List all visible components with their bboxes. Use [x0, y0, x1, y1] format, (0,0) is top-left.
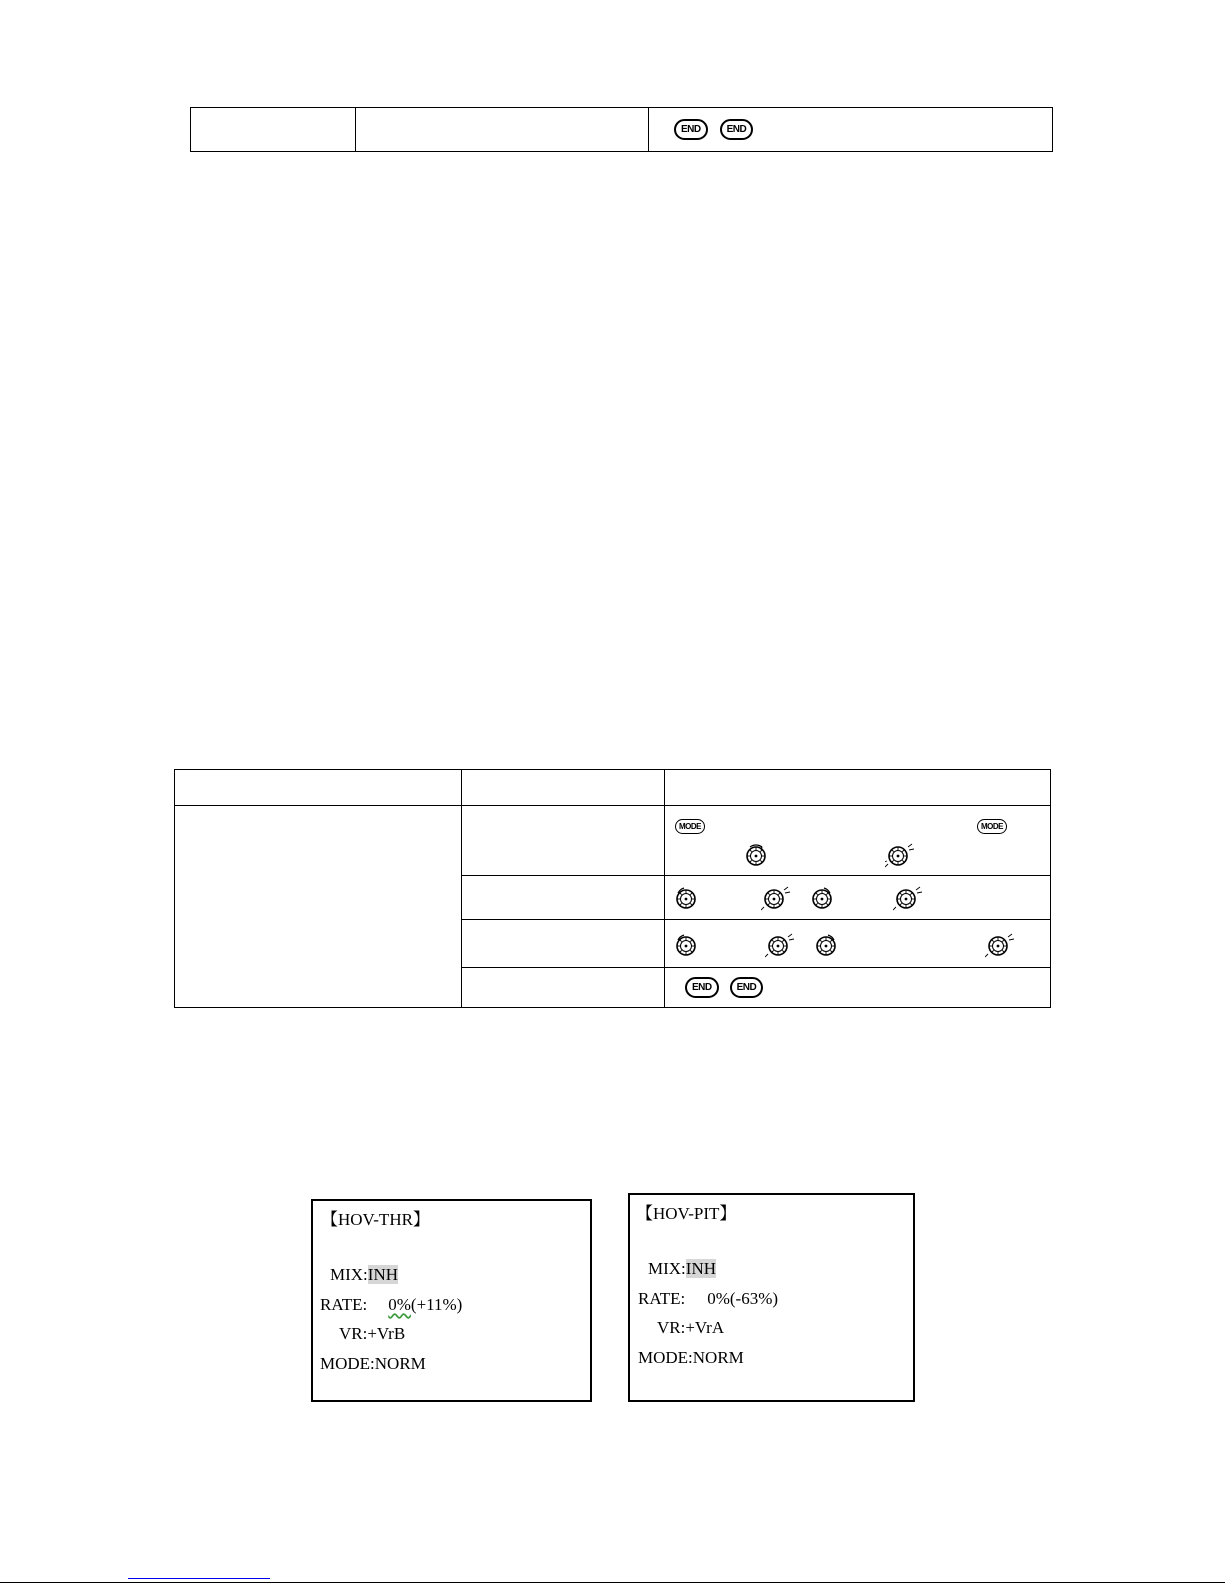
dial-press-icon	[893, 884, 925, 912]
rate-label: RATE:	[320, 1295, 368, 1314]
table-header-cell	[175, 770, 462, 806]
rate-value: 0%	[388, 1295, 411, 1314]
table-cell	[462, 876, 665, 920]
screen-title: 【HOV-PIT】	[636, 1204, 737, 1223]
table-cell	[462, 920, 665, 968]
table-header-cell	[665, 770, 1051, 806]
mix-label: MIX:	[330, 1265, 368, 1284]
footer-rule	[0, 1582, 1225, 1583]
table-cell	[665, 968, 1051, 1008]
vr-setting: VR:+VrB	[339, 1324, 406, 1343]
mix-label: MIX:	[648, 1259, 686, 1278]
rate-label: RATE:	[638, 1289, 686, 1308]
table-cell	[665, 920, 1051, 968]
rate-setting	[320, 1295, 462, 1315]
dial-press-icon	[985, 931, 1017, 959]
dial-rotate-icon	[743, 841, 775, 869]
table-header-cell	[462, 770, 665, 806]
rate-setting	[638, 1289, 778, 1309]
table-cell	[665, 876, 1051, 920]
mode-button-icon: MODE	[977, 819, 1007, 834]
dial-rotate-icon	[673, 931, 705, 959]
table-cell	[462, 806, 665, 876]
table-cell	[462, 968, 665, 1008]
mix-setting	[648, 1259, 716, 1279]
procedure-table	[174, 769, 1051, 1008]
table-row	[191, 108, 1053, 152]
end-button-icon: END	[685, 977, 719, 998]
table-cell	[649, 108, 1053, 152]
end-button-icon: END	[730, 977, 764, 998]
top-procedure-table	[190, 107, 1053, 152]
mix-value: INH	[685, 1259, 716, 1278]
mode-setting: MODE:NORM	[638, 1348, 744, 1367]
mix-value: INH	[367, 1265, 398, 1284]
vr-setting: VR:+VrA	[657, 1318, 725, 1337]
rate-value: 0%(-63%)	[707, 1289, 779, 1308]
table-cell	[175, 806, 462, 1008]
hov-thr-screen	[311, 1199, 592, 1402]
table-cell	[665, 806, 1051, 876]
mix-setting	[330, 1265, 398, 1285]
dial-press-icon	[765, 931, 797, 959]
dial-press-icon	[761, 884, 793, 912]
table-row	[175, 806, 1051, 876]
table-header-row	[175, 770, 1051, 806]
hov-pit-screen	[628, 1193, 915, 1402]
table-cell	[356, 108, 649, 152]
screen-title: 【HOV-THR】	[321, 1210, 430, 1229]
mode-button-icon: MODE	[675, 819, 705, 834]
footer-link-underline[interactable]	[128, 1578, 270, 1579]
dial-rotate-icon	[813, 931, 845, 959]
dial-press-icon	[885, 841, 917, 869]
dial-rotate-icon	[809, 884, 841, 912]
mode-setting: MODE:NORM	[320, 1354, 426, 1373]
end-button-icon: END	[674, 119, 708, 140]
rate-extra: (+11%)	[410, 1295, 463, 1314]
dial-rotate-icon	[673, 884, 705, 912]
end-button-icon: END	[720, 119, 754, 140]
table-cell	[191, 108, 356, 152]
